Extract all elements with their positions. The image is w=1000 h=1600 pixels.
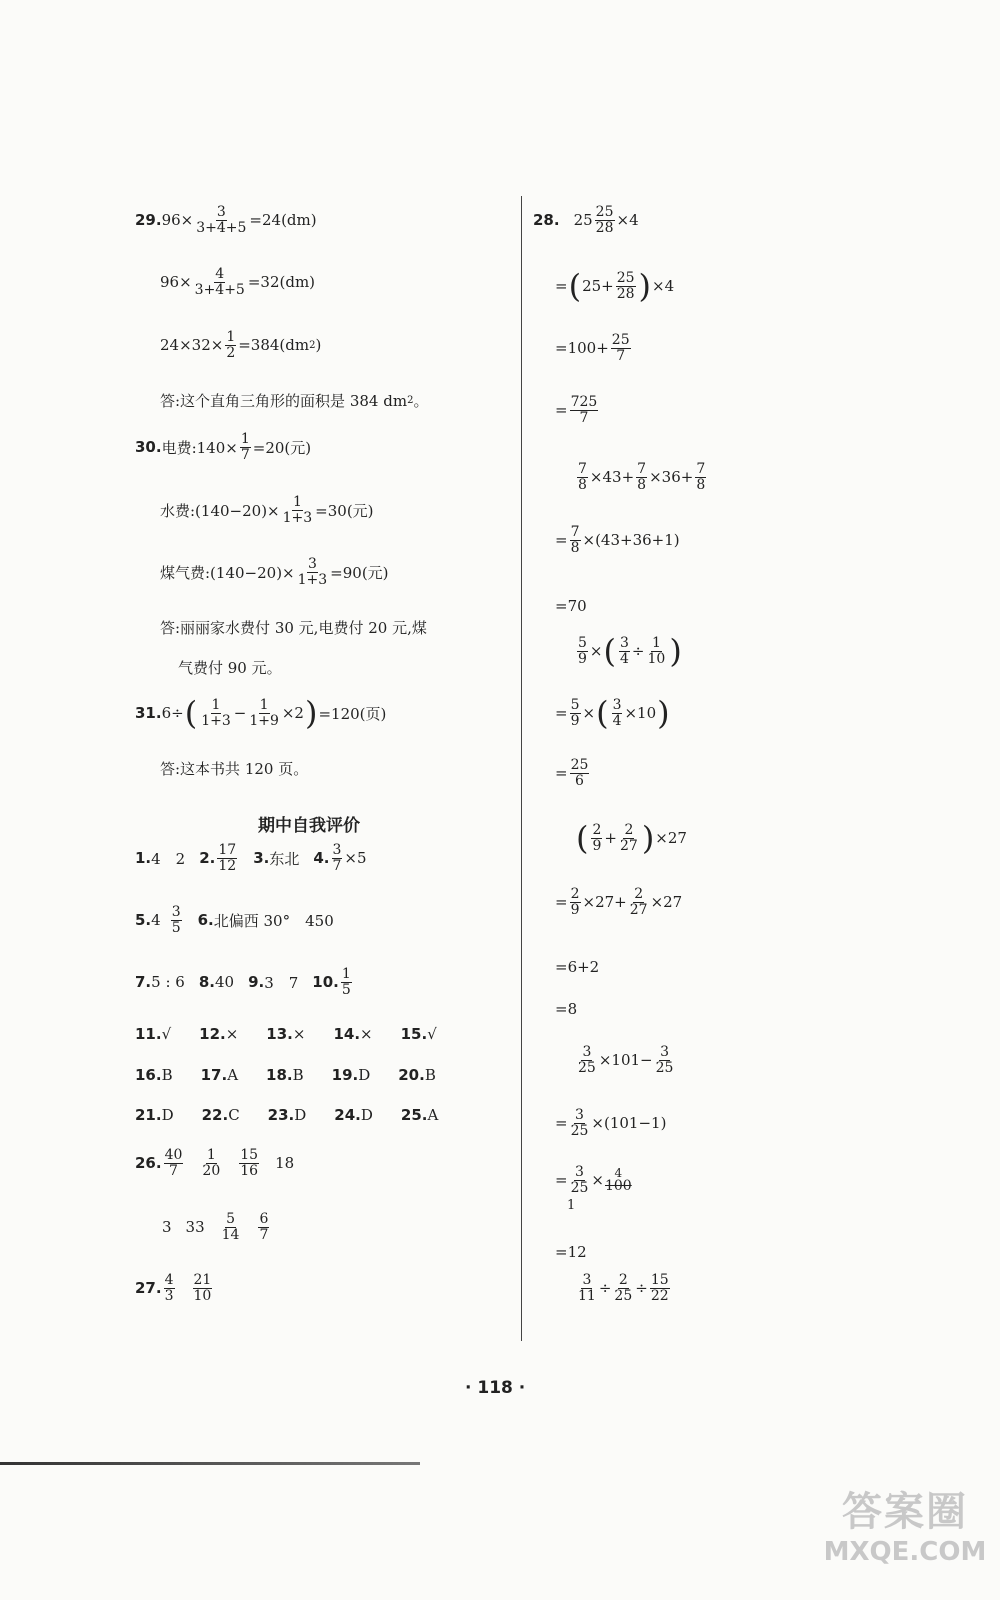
fraction: $\frac{40}{7}$	[164, 1147, 183, 1179]
fraction: $\frac{3}{25}$	[655, 1044, 674, 1076]
fraction: $\frac{3}{25}$	[570, 1107, 589, 1139]
fraction: $\frac{7}{8}$	[696, 461, 706, 493]
fraction: $\frac{25}{7}$	[611, 332, 630, 364]
fraction: $\frac{7}{8}$	[637, 461, 647, 493]
fraction: $\frac{25}{6}$	[570, 757, 589, 789]
fraction: $\frac{15}{16}$	[240, 1147, 259, 1179]
fraction: $\frac{5}{9}$	[578, 634, 587, 667]
column-divider	[521, 196, 522, 1341]
fraction: $\frac{3}{5}$	[171, 904, 181, 936]
fraction: $\frac{1}{1+3}$	[282, 494, 313, 526]
fraction: $\frac{725}{7}$	[570, 394, 598, 426]
step-2: =100+ $\frac{25}{7}$	[555, 332, 630, 364]
step-12: =6+2	[555, 958, 600, 976]
fraction: $\frac{3}{4}$	[619, 634, 629, 667]
q31-answer: 答:这本书共 120 页。	[160, 760, 309, 778]
fraction: $\frac{5}{14}$	[221, 1211, 240, 1243]
answers-row-3: 7. 5 : 6 8. 40 9. 3 7 10. $\frac{1}{5}$	[135, 966, 351, 998]
fraction: $\frac{3}{25}$	[570, 1164, 589, 1196]
step-18: $\frac{3}{11}$ ÷ $\frac{2}{25}$ ÷ $\frac{15}{22}$	[578, 1272, 669, 1304]
answers-row-1: 1. 4 2 2. $\frac{17}{12}$ 3. 东北 4. $\frac{3}{7}$ ×5	[135, 842, 367, 874]
q30-line2: 水费:(140−20)× $\frac{1}{1+3}$ =30(元)	[160, 494, 374, 526]
step-6: =70	[555, 597, 587, 615]
section-heading: 期中自我评价	[258, 816, 360, 836]
bottom-rule	[0, 1462, 420, 1465]
cancelled-value: 4 100	[604, 1165, 632, 1195]
answers-row-5: 16. B 17. A 18. B 19. D 20. B	[135, 1066, 436, 1084]
answers-row-4: 11. √ 12. × 13. × 14. × 15. √	[135, 1025, 437, 1043]
fraction: $\frac{25}{28}$	[616, 269, 635, 302]
step-9: = $\frac{25}{6}$	[555, 757, 589, 789]
q28-line: 28. 25 $\frac{25}{28}$ ×4	[533, 204, 639, 236]
step-17: =12	[555, 1243, 587, 1261]
fraction: $\frac{1}{10}$	[647, 634, 666, 667]
q29-line1: 29. 96× $\frac{3}{3+4+5}$ =24(dm)	[135, 204, 317, 236]
step-10: ( $\frac{2}{9}$ + $\frac{2}{27}$ ) ×27	[576, 819, 687, 857]
q31-line: 31. 6÷ ( $\frac{1}{1+3}$ − $\frac{1}{1+9}$ ×2 ) =120(页)	[135, 694, 387, 732]
fraction: $\frac{1}{7}$	[240, 431, 250, 463]
q30-line3: 煤气费:(140−20)× $\frac{3}{1+3}$ =90(元)	[160, 556, 389, 588]
answers-row-6: 21. D 22. C 23. D 24. D 25. A	[135, 1106, 439, 1124]
watermark-logo: 答案圈 MXQE.COM	[823, 1489, 987, 1567]
step-7: $\frac{5}{9}$ × ( $\frac{3}{4}$ ÷ $\frac{1}{10}$ )	[578, 632, 682, 670]
q30-line1: 30. 电费:140× $\frac{1}{7}$ =20(元)	[135, 431, 312, 463]
fraction: $\frac{3}{25}$	[578, 1044, 596, 1076]
fraction: $\frac{5}{9}$	[570, 696, 580, 729]
q27-line: 27. $\frac{4}{3}$ $\frac{21}{10}$	[135, 1272, 212, 1304]
q26-line1: 26. $\frac{40}{7}$ $\frac{1}{20}$ $\frac{15}{16}$ 18	[135, 1147, 295, 1179]
step-16-cancel-note: 1	[567, 1198, 576, 1213]
q26-line2: 3 33 $\frac{5}{14}$ $\frac{6}{7}$	[162, 1211, 269, 1243]
q30-answer-1: 答:丽丽家水费付 30 元,电费付 20 元,煤	[160, 619, 427, 637]
fraction: $\frac{21}{10}$	[193, 1272, 212, 1304]
step-1: = ( 25+ $\frac{25}{28}$ ) ×4	[555, 267, 675, 305]
answers-row-2: 5. 4 $\frac{3}{5}$ 6. 北偏西 30° 450	[135, 904, 334, 936]
fraction: $\frac{2}{9}$	[592, 821, 602, 854]
fraction: $\frac{6}{7}$	[259, 1211, 269, 1243]
step-14: $\frac{3}{25}$ ×101− $\frac{3}{25}$	[578, 1044, 674, 1076]
q29-line3: 24×32× $\frac{1}{2}$ =384(dm 2 )	[160, 329, 322, 361]
fraction: $\frac{3}{11}$	[578, 1272, 596, 1304]
fraction: $\frac{3}{1+3}$	[297, 556, 328, 588]
fraction: $\frac{2}{27}$	[629, 886, 648, 918]
page-number: · 118 ·	[465, 1378, 526, 1398]
fraction: $\frac{2}{25}$	[614, 1272, 633, 1304]
step-3: = $\frac{725}{7}$	[555, 394, 598, 426]
q30-answer-2: 气费付 90 元。	[178, 659, 282, 677]
step-5: = $\frac{7}{8}$ ×(43+36+1)	[555, 524, 680, 556]
fraction: $\frac{1}{20}$	[202, 1147, 221, 1179]
fraction: $\frac{15}{22}$	[650, 1272, 669, 1304]
fraction: $\frac{3}{7}$	[332, 842, 342, 874]
fraction: $\frac{17}{12}$	[218, 842, 237, 874]
fraction: $\frac{2}{9}$	[570, 886, 580, 918]
step-8: = $\frac{5}{9}$ × ( $\frac{3}{4}$ ×10 )	[555, 694, 670, 732]
fraction: $\frac{1}{5}$	[341, 966, 351, 998]
fraction: $\frac{1}{1+3}$	[201, 696, 231, 729]
q29-answer: 答:这个直角三角形的面积是 384 dm 2 。	[160, 392, 429, 410]
fraction: $\frac{1}{2}$	[226, 329, 236, 361]
step-11: = $\frac{2}{9}$ ×27+ $\frac{2}{27}$ ×27	[555, 886, 683, 918]
fraction: $\frac{3}{4}$	[612, 696, 622, 729]
step-16: = $\frac{3}{25}$ × 4 100	[555, 1164, 632, 1196]
fraction: $\frac{7}{8}$	[578, 461, 587, 493]
fraction: $\frac{25}{28}$	[595, 204, 614, 236]
step-4: $\frac{7}{8}$ ×43+ $\frac{7}{8}$ ×36+ $\frac{7}{8}$	[578, 461, 706, 493]
step-15: = $\frac{3}{25}$ ×(101−1)	[555, 1107, 667, 1139]
q29-line2: 96× $\frac{4}{3+4+5}$ =32(dm)	[160, 266, 316, 298]
step-13: =8	[555, 1000, 578, 1018]
fraction: $\frac{4}{3+4+5}$	[194, 266, 245, 298]
fraction: $\frac{4}{3}$	[164, 1272, 174, 1304]
fraction: $\frac{3}{3+4+5}$	[196, 204, 247, 236]
fraction: $\frac{2}{27}$	[619, 821, 638, 854]
fraction: $\frac{1}{1+9}$	[249, 696, 279, 729]
fraction: $\frac{7}{8}$	[570, 524, 580, 556]
